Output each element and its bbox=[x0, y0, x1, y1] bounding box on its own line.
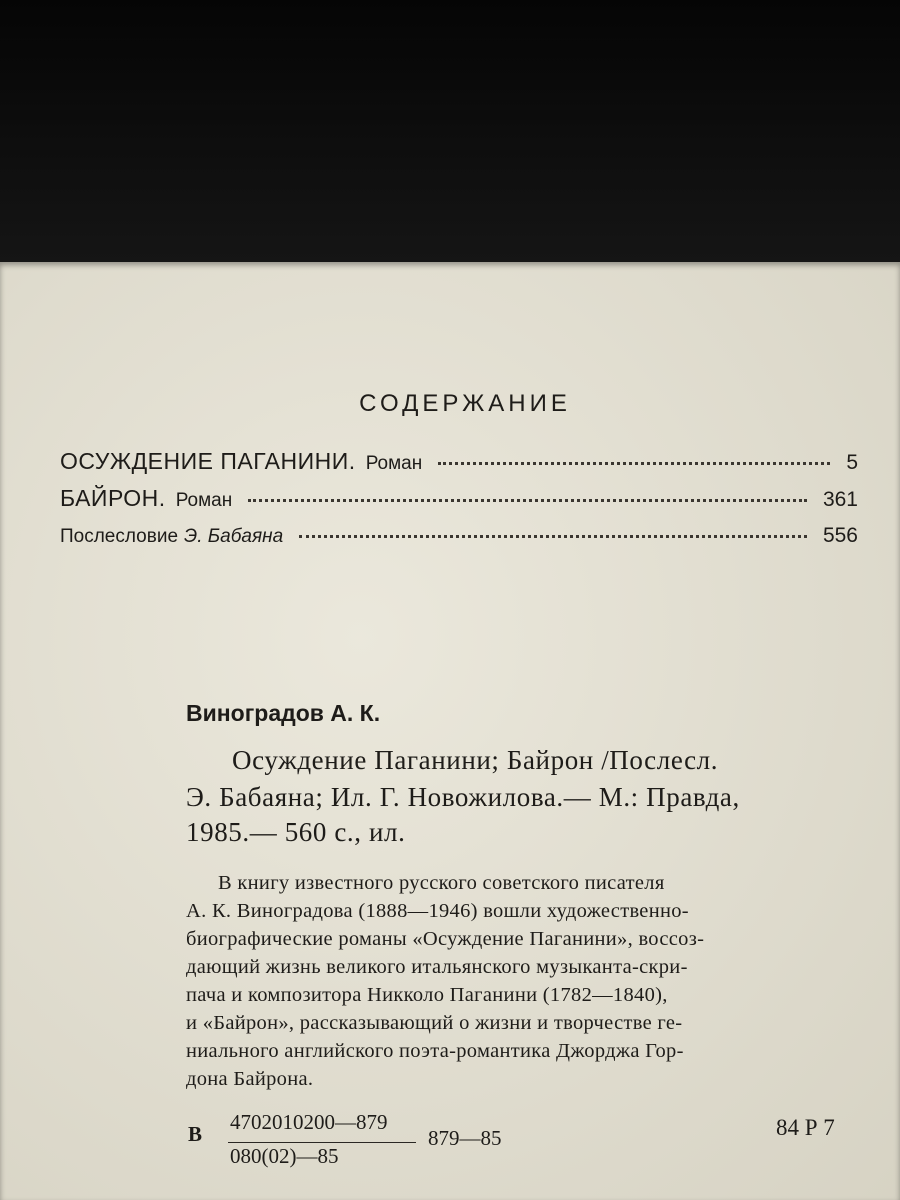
fraction-line bbox=[228, 1142, 416, 1143]
annotation-line: пача и композитора Никколо Паганини (1782—1840), bbox=[186, 984, 668, 1006]
toc-leader-dots bbox=[248, 499, 807, 502]
dark-background bbox=[0, 0, 900, 262]
code-letter: В bbox=[188, 1122, 203, 1146]
annotation-line: А. К. Виноградова (1888—1946) вошли художественно- bbox=[186, 900, 689, 922]
toc-leader-dots bbox=[299, 535, 807, 538]
toc-item bbox=[60, 448, 858, 480]
toc-item-page: 5 bbox=[846, 451, 858, 474]
toc-item-author: Э. Бабаяна bbox=[184, 526, 284, 547]
code-numerator: 4702010200—879 bbox=[230, 1110, 388, 1134]
annotation-line: В книгу известного русского советского писателя bbox=[218, 872, 665, 894]
toc-heading: СОДЕРЖАНИЕ bbox=[359, 390, 571, 417]
biblio-line: Осуждение Паганини; Байрон /Послесл. bbox=[232, 745, 719, 775]
annotation-line: дающий жизнь великого итальянского музыканта-скри- bbox=[186, 956, 688, 978]
toc-item-title: БАЙРОН. bbox=[60, 485, 166, 511]
toc-item-title: ОСУЖДЕНИЕ ПАГАНИНИ. bbox=[60, 448, 356, 474]
annotation-line: и «Байрон», рассказывающий о жизни и творчестве ге- bbox=[186, 1012, 683, 1034]
code-denominator: 080(02)—85 bbox=[230, 1144, 339, 1168]
catalog-author: Виноградов А. К. bbox=[186, 700, 381, 726]
annotation-line: ниального английского поэта-романтика Джорджа Гор- bbox=[186, 1040, 684, 1062]
classification-code: 84 Р 7 bbox=[776, 1115, 835, 1140]
code-suffix: 879—85 bbox=[428, 1126, 502, 1150]
annotation-line: дона Байрона. bbox=[186, 1068, 314, 1090]
toc-item-title: Послесловие bbox=[60, 526, 179, 547]
toc-leader-dots bbox=[438, 462, 830, 465]
toc-item-page: 361 bbox=[822, 488, 858, 511]
biblio-line: Э. Бабаяна; Ил. Г. Новожилова.— М.: Правда, bbox=[186, 782, 740, 812]
toc-item-page: 556 bbox=[822, 524, 858, 547]
toc-item-genre: Роман bbox=[175, 490, 233, 511]
biblio-line: 1985.— 560 с., ил. bbox=[186, 817, 406, 847]
toc-item-genre: Роман bbox=[365, 453, 423, 474]
annotation-line: биографические романы «Осуждение Паганини», воссоз- bbox=[186, 928, 705, 950]
toc-item bbox=[60, 524, 858, 556]
toc-item bbox=[60, 485, 858, 517]
book-page bbox=[0, 262, 900, 1200]
